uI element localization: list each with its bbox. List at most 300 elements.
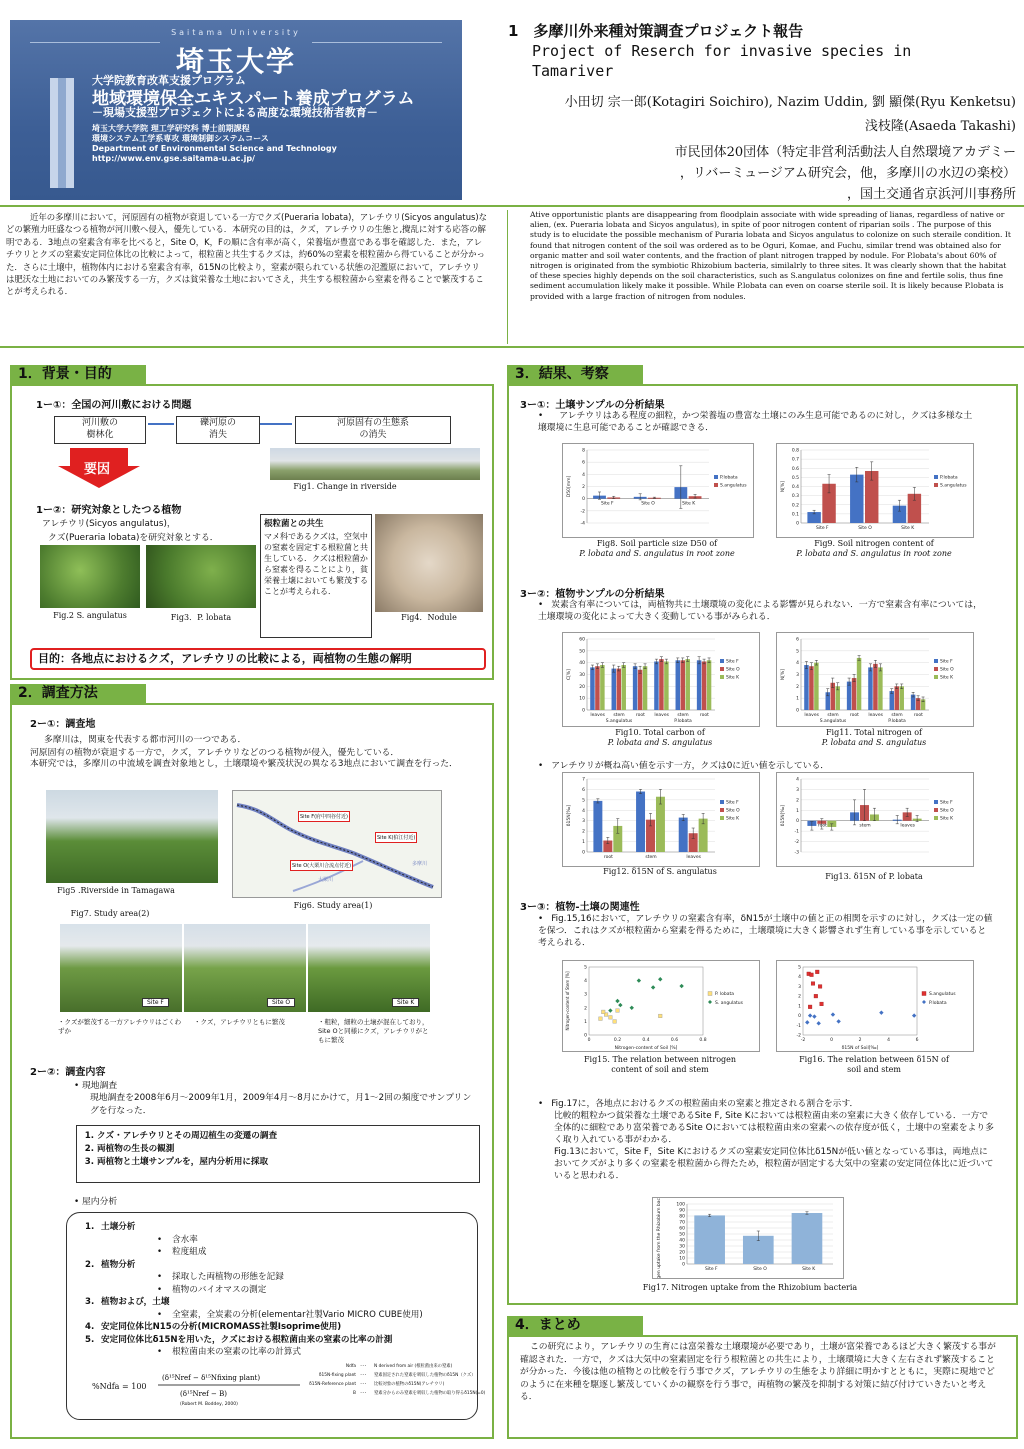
fig9-caption (776, 539, 972, 559)
lab-item-heading: 5. 安定同位体比δ15Nを用いた，クズにおける根粒菌由来の窒素の比率の計測 (85, 1334, 393, 1345)
y-tick-label: 0.8 (791, 448, 799, 454)
lab-item-sub-text: 根粒菌由来の窒素の比率の計算式 (172, 1347, 301, 1357)
fig4-photo (375, 514, 483, 612)
y-tick-label: 0.1 (791, 512, 799, 518)
y-tick-label: 2 (798, 994, 801, 1000)
formula-term-row (304, 1389, 485, 1398)
fig16-caption-1: Fig16. The relation between δ15N of (799, 1055, 949, 1064)
fig16-caption (776, 1055, 972, 1075)
fig3-caption: Fig3．P. lobata (170, 613, 232, 622)
y-tick-label: 4 (582, 472, 585, 478)
fig8-chart (562, 443, 754, 538)
lab-item-heading-text: 安定同位体比N15の分析(MICROMASS社製Isoprime使用) (101, 1322, 342, 1332)
field-survey-text: 現地調査を2008年6月～2009年1月，2009年4月～8月にかけて，月1～2回の頻度でサンプリングを行なった． (90, 1093, 472, 1116)
y-axis-label: D50[mm] (567, 475, 572, 498)
formula-term-cell: 比較対象の植物のδ15N(アレチウリ) (374, 1382, 445, 1387)
legend-label: P.lobata (720, 475, 738, 481)
legend-swatch (714, 475, 718, 479)
site-f-note: ・クズが繁茂する一方アレチウリはごくわずか (58, 1018, 182, 1035)
legend-label: Site O (940, 808, 954, 814)
box-ecosystem-loss: 河原固有の生態系 の消失 (295, 416, 451, 444)
y-tick-label: -2 (794, 840, 799, 846)
map-label-ogurigawa: 大栗川 (318, 877, 334, 883)
x-tick-label: stem (677, 713, 689, 718)
fig11-svg (777, 633, 973, 726)
legend-label: Site K (726, 816, 740, 822)
nodule-box (260, 514, 372, 638)
svg-text:(δ¹⁵Nref − B): (δ¹⁵Nref − B) (180, 1390, 227, 1398)
fig11-caption-2: P. lobata and S. angulatus (821, 738, 927, 747)
y-tick-label: 3 (582, 819, 585, 825)
y-tick-label: 4 (582, 808, 585, 814)
x-tick-label: root (699, 713, 709, 718)
formula-term-cell: ･･･ (360, 1382, 367, 1387)
formula-term-cell: ･･･ (360, 1364, 367, 1369)
lab-analysis-title: • 屋内分析 (74, 1197, 118, 1207)
s1-1-title: 1ー①：全国の河川敷における問題 (36, 400, 192, 411)
y-tick-label: 20 (679, 1250, 685, 1256)
lab-item-heading: 3. 植物および，土壌 (85, 1297, 170, 1307)
legend-swatch (934, 800, 938, 804)
y-tick-label: -3 (794, 850, 799, 856)
data-point (658, 1014, 662, 1018)
formula-area (90, 1364, 486, 1414)
s3-2-text2: • アレチウリが概ね高い値を示す一方，クズは0に近い値を示している． (538, 761, 830, 771)
fig17-caption: Fig17. Nitrogen uptake from the Rhizobium bacteria (642, 1283, 858, 1292)
legend-label: Site O (940, 667, 954, 673)
legend-swatch (934, 675, 938, 679)
data-point (811, 982, 815, 986)
data-point (658, 977, 662, 981)
x-tick-label: stem (645, 855, 657, 860)
formula-term-cell: Ndfa (345, 1364, 356, 1369)
map-label-site-o: Site O(大栗川合流点付近) (290, 860, 353, 871)
fig6-caption: Fig6. Study area(1) (293, 901, 373, 910)
data-point (818, 985, 822, 989)
y-tick-label: 0 (584, 1033, 587, 1039)
y-axis-label: δ15N[‰] (567, 804, 572, 827)
s3-3-text2-c: Fig.13において，Site F，Site Kにおけるクズの窒素安定同位体比δ15Nが低い値となっている事は，両地点においてクズがより多くの窒素を根粒菌から得たため，根粒菌が固定する大気中の窒素の安定同位体比に近づいていると思われる． (554, 1147, 994, 1181)
legend-label: Site K (726, 675, 740, 681)
site-o-note: ・クズ，アレチウリともに繁茂 (194, 1018, 285, 1026)
bar (617, 669, 621, 710)
y-tick-label: 0.5 (791, 475, 799, 481)
s1-2-text-b: クズ(Pueraria lobata)を研究対象とする． (48, 533, 219, 543)
x-group-label: P.lobata (674, 719, 692, 724)
y-axis-label: N[%] (781, 668, 786, 681)
y-tick-label: 40 (679, 1238, 685, 1244)
logo-program-1: 大学院教育改革支援プログラム (92, 74, 246, 87)
formula-term-row (304, 1380, 485, 1389)
purpose-box: 目的：各地点におけるクズ，アレチウリの比較による，両植物の生態の解明 (30, 648, 486, 670)
lab-items-list (67, 1213, 477, 1359)
bar (643, 666, 647, 710)
y-tick-label: 3 (796, 673, 799, 678)
logo-info-4: http://www.env.gse.saitama-u.ac.jp/ (92, 154, 255, 163)
legend-label: Site F (726, 659, 739, 665)
bar (868, 667, 872, 710)
y-tick-label: 20 (579, 684, 585, 690)
data-point (808, 1013, 812, 1017)
site-k-label: Site K (392, 998, 419, 1007)
s3-3-text: • Fig.15,16において，アレチウリの窒素含有率，δN15が土壌中の値と正の相関を示すのに対し，クズは一定の値を保つ．これはクズが根粒菌から窒素を得るために，土壌環境に大きく影響されず生育している事を示していると考えられる． (538, 914, 993, 948)
legend-swatch (934, 475, 938, 479)
x-tick-label: 0 (587, 1038, 591, 1043)
legend-label: Site F (940, 659, 953, 665)
legend-label: P. lobata (715, 992, 735, 997)
y-tick-label: 5 (796, 649, 799, 655)
lab-item-sub: • 全窒素，全炭素の分析(elementar社製Vario MICRO CUBE使用) (157, 1309, 423, 1320)
legend-swatch (714, 483, 718, 487)
logo-info-2: 環境システム工学系専攻 環境制御システムコース (92, 134, 269, 143)
x-group-label: P.lobata (888, 719, 906, 724)
nodule-text: マメ科であるクズは，空気中の窒素を固定する根粒菌と共生している．クズは根粒菌から窒素を得ることにより，貧栄養土壌においても繁茂することが考えられる． (264, 532, 368, 596)
field-items-list (77, 1130, 479, 1169)
bar (679, 818, 688, 852)
legend-swatch (720, 800, 724, 804)
fig3-photo (146, 545, 256, 608)
formula-term-cell: B (353, 1391, 356, 1396)
map-label-site-f: Site F(府中四谷付近) (298, 811, 350, 822)
s3-1-text-body: アレチウリはある程度の細粒，かつ栄養塩の豊富な土壌にのみ生息可能であるのに対し，クズは多様な土壌環境に生息可能であることが確認できる． (538, 411, 973, 433)
legend-swatch (922, 992, 926, 996)
logo-info-3: Department of Environmental Science and Technology (92, 144, 337, 153)
lab-item-sub-text: 植物のバイオマスの測定 (172, 1284, 267, 1295)
s2-1-text2: 河原固有の植物が衰退する一方で，クズ，アレチウリなどのつる植物が侵入，優先している． (30, 748, 400, 758)
y-tick-label: 6 (796, 637, 799, 643)
site-f-label: Site F (142, 998, 169, 1007)
s3-1-title: 3ー①：土壌サンプルの分析結果 (520, 400, 665, 411)
lab-item-heading-text: 安定同位体比δ15Nを用いた，クズにおける根粒菌由来の窒素の比率の計測 (101, 1334, 393, 1345)
header-divider (0, 205, 1024, 207)
y-tick-label: 8 (582, 448, 585, 454)
legend-swatch (708, 992, 712, 996)
s3-3-text2 (538, 1098, 994, 1182)
s3-3-text2-b: 比較的粗粒かつ貧栄養な土壌であるSite F, Site Kにおいては根粒菌由来の窒素に大きく依存している．一方で全体的に細粒であり富栄養であるSite Oにおいては根粒菌由来の窒素への依存度が低く，土壌中の窒素をより多く取り入れている事がわかる． (554, 1111, 994, 1145)
s2-2-title: 2ー②：調査内容 (30, 1067, 106, 1078)
section-3-header: 3．結果、考察 (507, 365, 643, 384)
fig16-chart (776, 960, 974, 1052)
x-tick-label: Site O (753, 1267, 767, 1272)
lab-item-heading: 2. 植物分析 (85, 1259, 136, 1270)
bar (707, 660, 711, 710)
fig1-photo (270, 448, 480, 480)
data-point (820, 1002, 824, 1006)
y-axis-label: C[%] (567, 669, 572, 680)
field-item: 3. 両植物と土壌サンプルを，屋内分析用に採取 (97, 1156, 479, 1169)
fig13-caption: Fig13. δ15N of P. lobata (825, 872, 923, 881)
legend-swatch (720, 667, 724, 671)
lab-item-sub-text: 粒度組成 (172, 1247, 207, 1257)
x-tick-label: Site F (815, 526, 829, 531)
legend-label: Site O (726, 667, 740, 673)
fig16-caption-2: soil and stem (847, 1065, 901, 1074)
data-point (608, 1008, 612, 1012)
data-point (609, 1016, 613, 1020)
y-tick-label: 3 (584, 992, 587, 998)
fig15-caption-1: Fig15. The relation between nitrogen (583, 1055, 737, 1064)
y-tick-label: 1 (582, 840, 585, 846)
legend-swatch (720, 675, 724, 679)
s3-3-text-body: Fig.15,16において，アレチウリの窒素含有率，δN15が土壌中の値と正の相関を示すのに対し，クズは一定の値を保つ．これはクズが根粒菌から窒素を得るために，土壌環境に大きく影響されず生育している事を示していると考えられる． (538, 914, 993, 948)
map-label-tama: 多摩川 (412, 861, 428, 867)
x-tick-label: stem (859, 823, 871, 829)
legend-swatch (934, 659, 938, 663)
fig17-svg (653, 1198, 843, 1278)
x-tick-label: Site O (641, 501, 655, 507)
y-tick-label: 3 (798, 984, 801, 990)
y-tick-label: 0 (582, 708, 585, 714)
formula-terms (304, 1362, 485, 1398)
y-tick-label: 50 (579, 649, 585, 655)
formula-lhs: %Ndfa = 100 (92, 1382, 147, 1391)
fig13-svg (777, 773, 973, 866)
bar (636, 792, 645, 852)
legend-label: Site F (940, 800, 953, 806)
x-axis-label: Nitrogen-content of Soil [%] (614, 1046, 678, 1051)
bar (590, 667, 594, 710)
lab-item-sub: • 粒度組成 (157, 1247, 207, 1257)
x-tick-label: leaves (900, 823, 915, 829)
x-tick-label: Site K (682, 501, 696, 507)
x-tick-label: root (635, 713, 645, 718)
bar (656, 797, 665, 852)
fig1-caption: Fig1. Change in riverside (293, 482, 397, 491)
bar (621, 665, 625, 710)
bar (612, 669, 616, 710)
y-tick-label: 70 (679, 1220, 685, 1226)
legend-swatch (708, 1000, 712, 1004)
fig5-photo (46, 790, 218, 883)
x-group-label: S.angulatus (819, 719, 847, 724)
y-tick-label: -2 (580, 509, 585, 515)
field-item: 2. 両植物の生長の観測 (97, 1143, 479, 1156)
lab-item-heading-text: 植物および，土壌 (101, 1297, 170, 1307)
x-group-label: S.angulatus (605, 719, 633, 724)
fig10-caption-1: Fig10. Total carbon of (615, 728, 705, 737)
logo-university-en: Saitama University (171, 28, 301, 37)
arrow-1 (148, 423, 174, 425)
y-tick-label: 0.6 (791, 466, 799, 472)
lab-item-heading-text: 土壌分析 (101, 1222, 136, 1232)
y-axis-label: Nitrogen uptake from the Rhizobium bacteria [%] (657, 1198, 662, 1278)
y-tick-label: 50 (679, 1232, 685, 1238)
y-axis-label: δ15N[‰] (781, 804, 786, 827)
y-tick-label: 5 (798, 965, 801, 971)
bar (890, 691, 894, 710)
data-point (831, 1012, 835, 1016)
section-2-header: 2．調査方法 (10, 684, 146, 703)
legend-swatch (934, 816, 938, 820)
legend-swatch (720, 816, 724, 820)
y-tick-label: 1 (584, 1019, 587, 1025)
data-point (651, 985, 655, 989)
y-tick-label: 1 (798, 1004, 801, 1010)
data-point (618, 1003, 622, 1007)
fig8-caption-1: Fig8. Soil particle size D50 of (596, 539, 718, 548)
legend-swatch (934, 667, 938, 671)
y-tick-label: 4 (796, 661, 799, 667)
fig17-chart (652, 1197, 844, 1279)
legend-swatch (922, 1000, 926, 1004)
bar (899, 686, 903, 710)
y-tick-label: 40 (579, 661, 585, 667)
s3-1-text: • アレチウリはある程度の細粒，かつ栄養塩の豊富な土壌にのみ生息可能であるのに対し，クズは多様な土壌環境に生息可能であることが確認できる． (538, 411, 973, 433)
data-point (912, 1013, 916, 1017)
bar (809, 666, 813, 710)
s2-1-text3: 本研究では，多摩川の中流域を調査対象地とし，土壌環境や繁茂状況の異なる3地点において調査を行った． (30, 759, 458, 769)
formula-term-row (304, 1371, 485, 1380)
x-tick-label: leaves (686, 855, 701, 860)
bar (878, 667, 882, 710)
s3-2-text: • 炭素含有率については，両植物共に土壌環境の変化による影響が見られない．一方で窒素含有率については，土壌環境の変化によって大きく変動している事がみられる． (538, 600, 982, 622)
fig15-caption (562, 1055, 758, 1075)
fig11-chart (776, 632, 974, 727)
data-point (879, 1010, 883, 1014)
y-tick-label: 1 (796, 808, 799, 814)
lab-item-heading-text: 植物分析 (101, 1259, 136, 1270)
x-tick-label: root (817, 823, 827, 829)
lab-analysis-label: 屋内分析 (82, 1197, 118, 1207)
y-tick-label: 0 (582, 497, 585, 503)
fig15-svg (563, 961, 759, 1051)
fig7-caption: Fig7. Study area(2) (70, 909, 150, 918)
y-tick-label: 6 (582, 787, 585, 793)
y-tick-label: 6 (582, 460, 585, 466)
legend-label: S. angulatus (715, 1001, 744, 1006)
bar (600, 665, 604, 710)
plot-frame (803, 967, 917, 1035)
field-item: 1. クズ・アレチウリとその周辺植生の変遷の調査 (97, 1130, 479, 1143)
fig10-svg (563, 633, 759, 726)
data-point (679, 984, 683, 988)
fig9-chart (776, 443, 974, 538)
y-tick-label: 7 (582, 777, 585, 783)
plot-frame (589, 967, 703, 1035)
legend-label: P.lobata (940, 475, 958, 481)
fig10-caption-2: P. lobata and S. angulatus (607, 738, 713, 747)
y-tick-label: -1 (794, 829, 799, 835)
poster-title-jp: 1 多摩川外来種対策調査プロジェクト報告 (508, 22, 804, 40)
formula-term-cell: ･･･ (360, 1391, 367, 1396)
y-tick-label: 90 (679, 1208, 685, 1214)
legend-label: Site F (726, 800, 739, 806)
authors-line-2: 浅枝隆(Asaeda Takashi) (864, 119, 1016, 134)
university-logo-banner (10, 20, 462, 200)
y-tick-label: 0 (796, 708, 799, 714)
arrow-2 (260, 423, 292, 425)
box-forestation: 河川敷の 樹林化 (54, 416, 146, 444)
fig8-svg (563, 444, 753, 537)
x-tick-label: 0 (830, 1038, 833, 1043)
field-items-box (76, 1125, 480, 1183)
data-point (812, 1014, 816, 1018)
fig13-chart (776, 772, 974, 867)
fig5-caption: Fig5 .Riverside in Tamagawa (57, 886, 175, 895)
legend-label: Site K (940, 816, 954, 822)
legend-label: Site O (726, 808, 740, 814)
bar (702, 661, 706, 710)
lab-item-sub-text: 全窒素，全炭素の分析(elementar社製Vario MICRO CUBE使用) (172, 1309, 423, 1320)
s1-2-title: 1ー②：研究対象としたつる植物 (36, 505, 182, 516)
fig8-caption (562, 539, 752, 559)
x-tick-label: stem (891, 713, 903, 718)
fig9-svg (777, 444, 973, 537)
fig4-caption: Fig4．Nodule (401, 613, 457, 622)
legend-label: P.lobata (929, 1001, 947, 1006)
legend-label: Site K (940, 675, 954, 681)
abstract-divider (507, 210, 508, 344)
site-k-note: ・粗粒，細粒の土壌が混在しており，Site Oと同様にクズ，アレチウリがともに繁茂 (318, 1018, 429, 1044)
bar (814, 663, 818, 710)
x-tick-label: -2 (800, 1038, 806, 1043)
data-point (805, 1020, 809, 1024)
x-tick-label: root (913, 713, 923, 718)
bar (681, 660, 685, 710)
y-tick-label: 0.3 (791, 494, 799, 500)
x-tick-label: 2 (858, 1038, 862, 1043)
legend-label: S.angulatus (720, 483, 747, 489)
fig11-caption-1: Fig11. Total nitrogen of (825, 728, 922, 737)
legend-swatch (934, 483, 938, 487)
y-tick-label: 0 (796, 819, 799, 825)
legend-swatch (720, 659, 724, 663)
y-tick-label: 5 (584, 965, 587, 971)
formula-term-cell: ･･･ (360, 1373, 367, 1378)
data-point (599, 1017, 603, 1021)
box-gravel-loss: 礫河原の 消失 (176, 416, 260, 444)
logo-program-3: －現場支援型プロジェクトによる高度な環境技術者教育－ (92, 106, 378, 119)
data-point (816, 1021, 820, 1025)
org-line-1: 市民団体20団体（特定非営利活動法人自然環境アカデミー (674, 145, 1016, 160)
lab-item-heading: 4. 安定同位体比N15の分析(MICROMASS社製Isoprime使用) (85, 1322, 342, 1332)
fig12-svg (563, 773, 759, 866)
s3-2-text-body: 炭素含有率については，両植物共に土壌環境の変化による影響が見られない．一方で窒素含有率については，土壌環境の変化によって大きく変動している事がみられる． (538, 600, 982, 622)
fig16-svg (777, 961, 973, 1051)
x-tick-label: leaves (804, 713, 819, 718)
s3-3-title: 3ー③：植物-土壌の関連性 (520, 902, 640, 913)
y-tick-label: 4 (796, 777, 799, 783)
bar (633, 666, 637, 710)
y-tick-label: 80 (679, 1214, 685, 1220)
bar (694, 1215, 725, 1264)
x-tick-label: stem (827, 713, 839, 718)
s3-3-text2-a: • Fig.17に，各地点におけるクズの根粒菌由来の窒素と推定される割合を示す． (538, 1099, 859, 1109)
x-tick-label: 0.4 (642, 1038, 650, 1043)
data-point (601, 1010, 605, 1014)
s2-1-text1: 多摩川は，関東を代表する都市河川の一つである． (44, 735, 247, 745)
s1-2-text-a: アレチウリ(Sicyos angulatus)， (42, 519, 176, 529)
logo-university-jp: 埼玉大学 (175, 45, 296, 78)
data-point (615, 999, 619, 1003)
summary-text: この研究により，アレチウリの生育には富栄養な土壌環境が必要であり，土壌が富栄養であるほど大きく繁茂する事が確認された．一方で，クズは大気中の窒素固定を行う根粒菌との共生により，土壌環境に大きく左右されず繁茂することが分かった．今後は他の植物との比較を行う事でクズ，アレチウリの生態をより詳細に明かすとともに，実際に現地でどのように在来種を駆逐し繁茂していくかの観察を行う事で，両植物の繁茂を抑制する対策に結び付けていきたいと考える． (520, 1342, 996, 1402)
y-tick-label: 3 (796, 787, 799, 793)
bar (654, 661, 658, 710)
x-tick-label: root (849, 713, 859, 718)
lab-item-heading: 1. 土壌分析 (85, 1222, 136, 1232)
lab-item-sub: • 含水率 (157, 1234, 198, 1245)
bar (857, 658, 861, 710)
x-tick-label: 4 (887, 1038, 890, 1043)
y-tick-label: 2 (582, 485, 585, 490)
y-tick-label: 5 (582, 798, 585, 804)
s3-2-text2-body: アレチウリが概ね高い値を示す一方，クズは0に近い値を示している． (551, 761, 830, 771)
bar (792, 1213, 823, 1264)
legend-label: S.angulatus (929, 992, 956, 997)
lab-item-sub: • 植物のバイオマスの測定 (157, 1284, 267, 1295)
data-point (815, 970, 819, 974)
poster-title-en: Project of Reserch for invasive species in Tamariver (532, 42, 912, 80)
